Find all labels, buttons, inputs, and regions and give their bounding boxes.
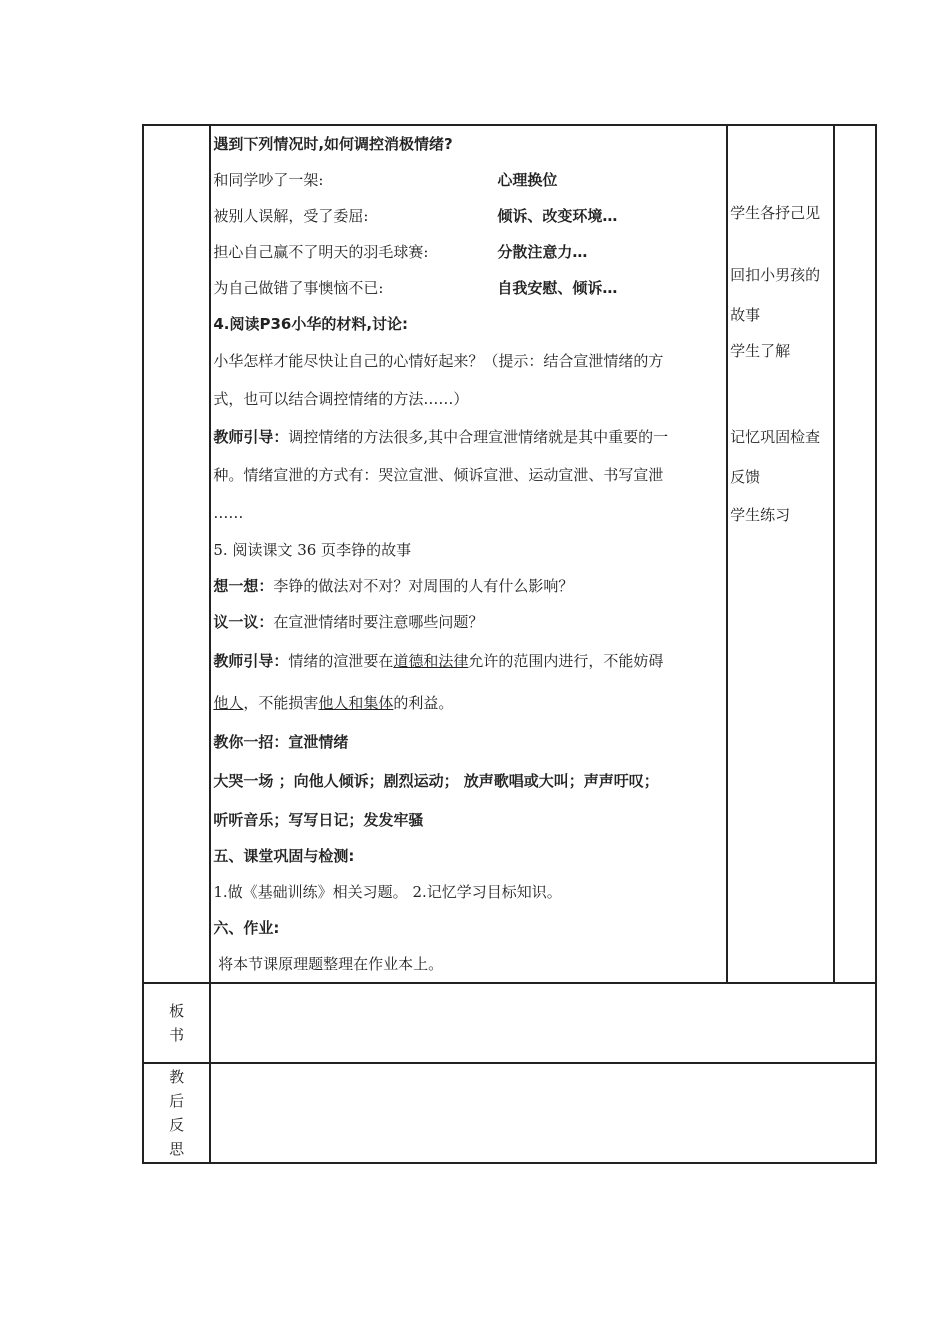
underlined-term: 道德和法律 [393, 652, 469, 670]
section5-title: 5. 阅读课文 36 页李铮的故事 [213, 541, 412, 559]
think-text: 李铮的做法对不对？对周围的人有什么影响？ [273, 577, 574, 595]
section4-guide-line1 [213, 418, 724, 456]
discuss-text: 在宣泄情绪时要注意哪些问题？ [273, 613, 484, 631]
tips-line2: 听听音乐；写写日记；发发牢骚 [213, 811, 424, 829]
discuss-label: 议一议： [213, 613, 274, 631]
method-text: 分散注意力… [497, 243, 588, 261]
guide-text: 情绪的渲泄要在 [288, 652, 394, 670]
section4-question-line2: 式，也可以结合调控情绪的方法……） [213, 390, 469, 408]
section4-question-line1: 小华怎样才能尽快让自己的心情好起来？（提示：结合宣泄情绪的方 [213, 352, 664, 370]
section-five-text: 1.做《基础训练》相关习题。 2.记忆学习目标知识。 [213, 883, 562, 901]
situation-row [213, 234, 724, 270]
situation-row [213, 162, 724, 198]
guide-text: 的利益。 [393, 694, 454, 712]
activity-text: 学生了解 [730, 342, 791, 360]
situation-row [213, 198, 724, 234]
activity-text: 学生练习 [730, 506, 791, 524]
guide-text: 允许的范围内进行，不能妨碍 [468, 652, 664, 670]
main-content-cell [210, 125, 727, 983]
board-label: 板 书 [143, 983, 210, 1063]
section4-guide-line2: 种。情绪宣泄的方式有：哭泣宣泄、倾诉宣泄、运动宣泄、书写宣泄 [213, 466, 664, 484]
lesson-plan-table [142, 124, 877, 1164]
section-six-text: 将本节课原理题整理在作业本上。 [213, 955, 444, 973]
activity-text: 学生各抒己见 [730, 204, 821, 222]
reflection-row [143, 1063, 876, 1163]
situation-text: 和同学吵了一架: [213, 171, 324, 189]
section5-guide-line2 [213, 682, 724, 724]
tips-line1: 大哭一场 ；向他人倾诉；剧烈运动； 放声歌唱或大叫；声声吁叹； [213, 772, 659, 790]
intro-question: 遇到下列情况时,如何调控消极情绪? [213, 135, 453, 153]
situation-text: 担心自己赢不了明天的羽毛球赛: [213, 243, 429, 261]
situation-text: 被别人误解，受了委屈: [213, 207, 369, 225]
guide-text: ，不能损害 [243, 694, 319, 712]
guide-label: 教师引导： [213, 428, 289, 446]
section4-guide-line3: …… [213, 504, 244, 522]
activity-text: 记忆巩固检查 [730, 428, 821, 446]
section5-guide-line1 [213, 640, 724, 682]
section-five-title: 五、课堂巩固与检测: [213, 847, 355, 865]
reflection-label: 教 后 反 思 [143, 1063, 210, 1163]
board-row [143, 983, 876, 1063]
left-label-cell [143, 125, 210, 983]
underlined-term: 他人 [213, 694, 244, 712]
method-text: 心理换位 [497, 171, 558, 189]
situation-row [213, 270, 724, 306]
activity-text: 回扣小男孩的 [730, 266, 821, 284]
think-label: 想一想： [213, 577, 274, 595]
discuss-line [213, 604, 724, 640]
reflection-content-cell [210, 1063, 876, 1163]
guide-text: 调控情绪的方法很多,其中合理宣泄情绪就是其中重要的一 [288, 428, 669, 446]
teaching-process-row [143, 125, 876, 983]
section4-title: 4.阅读P36小华的材料,讨论: [213, 315, 409, 333]
method-text: 自我安慰、倾诉… [497, 279, 618, 297]
situation-text: 为自己做错了事懊恼不已: [213, 279, 384, 297]
guide-label: 教师引导： [213, 652, 289, 670]
board-content-cell [210, 983, 876, 1063]
blank-cell [834, 125, 876, 983]
underlined-term: 他人和集体 [318, 694, 394, 712]
activity-text: 反馈 [730, 468, 761, 486]
activity-text: 故事 [730, 306, 761, 324]
student-activity-cell [727, 125, 834, 983]
tips-title: 教你一招：宣泄情绪 [213, 733, 349, 751]
method-text: 倾诉、改变环境… [497, 207, 618, 225]
section-six-title: 六、作业: [213, 919, 280, 937]
think-line [213, 568, 724, 604]
